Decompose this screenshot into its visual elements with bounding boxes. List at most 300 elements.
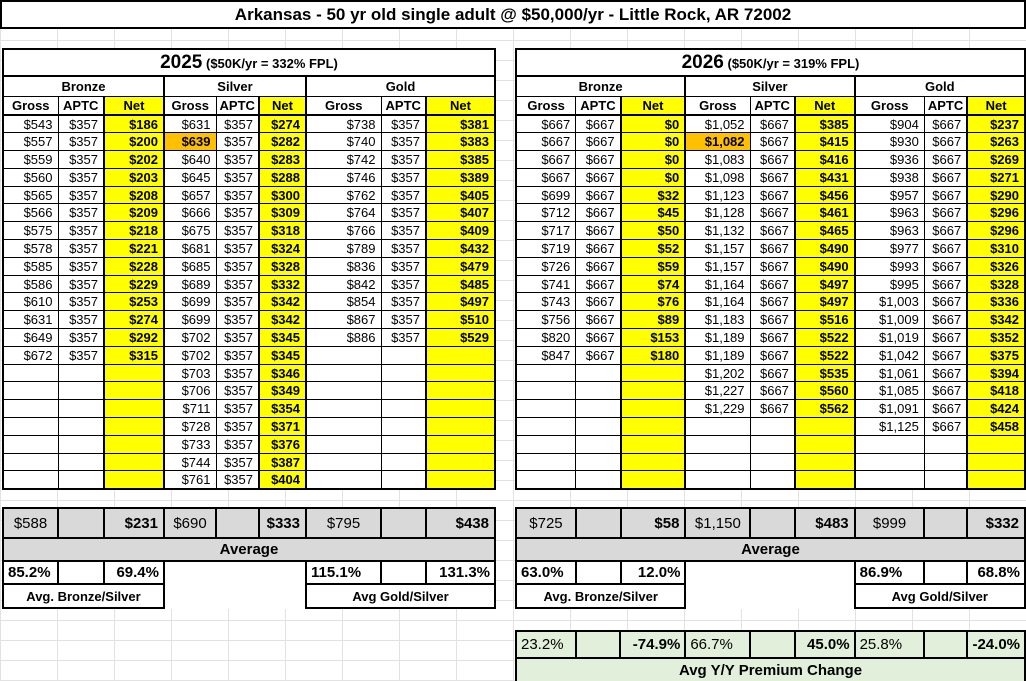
net-cell[interactable]: $59 bbox=[621, 257, 686, 275]
net-cell[interactable] bbox=[426, 400, 495, 418]
aptc-cell[interactable] bbox=[381, 418, 426, 436]
gross-cell[interactable]: $1,183 bbox=[685, 311, 750, 329]
gross-cell[interactable]: $667 bbox=[516, 151, 576, 169]
net-cell[interactable]: $290 bbox=[967, 186, 1025, 204]
net-cell[interactable]: $522 bbox=[795, 346, 855, 364]
aptc-cell[interactable] bbox=[924, 435, 967, 453]
aptc-cell[interactable] bbox=[381, 382, 426, 400]
aptc-cell[interactable]: $357 bbox=[381, 204, 426, 222]
aptc-cell[interactable]: $667 bbox=[750, 346, 795, 364]
aptc-cell[interactable]: $357 bbox=[58, 329, 104, 347]
gross-cell[interactable]: $963 bbox=[855, 222, 925, 240]
gross-cell[interactable]: $728 bbox=[164, 418, 216, 436]
net-cell[interactable]: $218 bbox=[104, 222, 164, 240]
gross-cell[interactable]: $560 bbox=[3, 168, 58, 186]
gross-cell[interactable]: $1,132 bbox=[685, 222, 750, 240]
net-cell[interactable]: $418 bbox=[967, 382, 1025, 400]
gross-cell[interactable]: $706 bbox=[164, 382, 216, 400]
net-cell[interactable]: $32 bbox=[621, 186, 686, 204]
gross-cell[interactable]: $575 bbox=[3, 222, 58, 240]
aptc-cell[interactable] bbox=[381, 364, 426, 382]
aptc-cell[interactable]: $357 bbox=[58, 293, 104, 311]
aptc-cell[interactable]: $667 bbox=[924, 168, 967, 186]
gross-cell[interactable]: $1,164 bbox=[685, 275, 750, 293]
net-cell[interactable]: $0 bbox=[621, 168, 686, 186]
bronze-silver-pct-cell[interactable]: 12.0% bbox=[621, 561, 686, 584]
net-cell[interactable]: $89 bbox=[621, 311, 686, 329]
gross-cell[interactable] bbox=[306, 418, 381, 436]
aptc-cell[interactable] bbox=[750, 471, 795, 489]
net-cell[interactable]: $490 bbox=[795, 240, 855, 258]
aptc-cell[interactable]: $667 bbox=[924, 115, 967, 133]
gross-cell[interactable]: $742 bbox=[306, 151, 381, 169]
avg-aptc-cell[interactable] bbox=[216, 508, 259, 538]
aptc-cell[interactable]: $357 bbox=[58, 204, 104, 222]
net-cell[interactable]: $0 bbox=[621, 133, 686, 151]
net-cell[interactable]: $208 bbox=[104, 186, 164, 204]
gross-cell[interactable] bbox=[3, 453, 58, 471]
gross-cell[interactable] bbox=[516, 453, 576, 471]
gross-cell[interactable]: $1,052 bbox=[685, 115, 750, 133]
avg-aptc-cell[interactable] bbox=[924, 508, 967, 538]
aptc-cell[interactable]: $667 bbox=[750, 329, 795, 347]
gross-cell[interactable]: $711 bbox=[164, 400, 216, 418]
gross-cell[interactable] bbox=[3, 364, 58, 382]
aptc-cell[interactable]: $667 bbox=[924, 186, 967, 204]
net-cell[interactable]: $269 bbox=[967, 151, 1025, 169]
net-cell[interactable]: $409 bbox=[426, 222, 495, 240]
net-cell[interactable]: $76 bbox=[621, 293, 686, 311]
gross-cell[interactable] bbox=[685, 435, 750, 453]
aptc-cell[interactable] bbox=[58, 435, 104, 453]
aptc-cell[interactable] bbox=[576, 435, 621, 453]
net-cell[interactable]: $529 bbox=[426, 329, 495, 347]
column-header-cell[interactable]: Gross bbox=[685, 96, 750, 115]
net-cell[interactable]: $288 bbox=[259, 168, 306, 186]
aptc-cell[interactable]: $357 bbox=[216, 471, 259, 489]
gross-cell[interactable]: $762 bbox=[306, 186, 381, 204]
aptc-cell[interactable] bbox=[576, 453, 621, 471]
aptc-cell[interactable]: $357 bbox=[216, 168, 259, 186]
gross-cell[interactable]: $1,227 bbox=[685, 382, 750, 400]
aptc-cell[interactable]: $357 bbox=[381, 115, 426, 133]
aptc-cell[interactable]: $357 bbox=[216, 186, 259, 204]
gross-cell[interactable]: $1,157 bbox=[685, 257, 750, 275]
aptc-cell[interactable]: $667 bbox=[924, 222, 967, 240]
aptc-cell[interactable]: $357 bbox=[216, 115, 259, 133]
aptc-cell[interactable]: $667 bbox=[924, 329, 967, 347]
aptc-cell[interactable]: $667 bbox=[576, 115, 621, 133]
net-cell[interactable]: $383 bbox=[426, 133, 495, 151]
aptc-cell[interactable]: $667 bbox=[576, 329, 621, 347]
gross-cell[interactable]: $666 bbox=[164, 204, 216, 222]
net-cell[interactable] bbox=[621, 364, 686, 382]
aptc-cell[interactable]: $667 bbox=[750, 186, 795, 204]
aptc-cell[interactable]: $667 bbox=[924, 364, 967, 382]
gross-cell[interactable]: $1,009 bbox=[855, 311, 925, 329]
column-header-cell[interactable]: Gross bbox=[855, 96, 925, 115]
gross-cell[interactable]: $578 bbox=[3, 240, 58, 258]
net-cell[interactable] bbox=[426, 418, 495, 436]
column-header-cell[interactable]: Gross bbox=[3, 96, 58, 115]
aptc-cell[interactable]: $667 bbox=[576, 311, 621, 329]
net-cell[interactable]: $309 bbox=[259, 204, 306, 222]
aptc-cell[interactable]: $667 bbox=[576, 257, 621, 275]
net-cell[interactable]: $510 bbox=[426, 311, 495, 329]
gross-cell[interactable]: $667 bbox=[516, 168, 576, 186]
gross-cell[interactable]: $1,061 bbox=[855, 364, 925, 382]
aptc-cell[interactable]: $357 bbox=[58, 311, 104, 329]
gross-cell[interactable]: $565 bbox=[3, 186, 58, 204]
gold-silver-pct-cell[interactable]: 131.3% bbox=[426, 561, 495, 584]
gross-cell[interactable]: $649 bbox=[3, 329, 58, 347]
yy-change-cell[interactable]: -24.0% bbox=[967, 631, 1025, 658]
net-cell[interactable]: $332 bbox=[259, 275, 306, 293]
net-cell[interactable]: $535 bbox=[795, 364, 855, 382]
aptc-cell[interactable] bbox=[58, 364, 104, 382]
net-cell[interactable]: $431 bbox=[795, 168, 855, 186]
net-cell[interactable]: $461 bbox=[795, 204, 855, 222]
gross-cell[interactable] bbox=[3, 418, 58, 436]
aptc-cell[interactable] bbox=[58, 418, 104, 436]
net-cell[interactable]: $415 bbox=[795, 133, 855, 151]
aptc-cell[interactable]: $357 bbox=[216, 311, 259, 329]
gross-cell[interactable]: $836 bbox=[306, 257, 381, 275]
net-cell[interactable]: $221 bbox=[104, 240, 164, 258]
net-cell[interactable]: $253 bbox=[104, 293, 164, 311]
aptc-cell[interactable]: $357 bbox=[216, 382, 259, 400]
gross-cell[interactable]: $719 bbox=[516, 240, 576, 258]
avg-gross-cell[interactable]: $588 bbox=[3, 508, 58, 538]
net-cell[interactable]: $385 bbox=[795, 115, 855, 133]
net-cell[interactable]: $180 bbox=[621, 346, 686, 364]
net-cell[interactable]: $315 bbox=[104, 346, 164, 364]
net-cell[interactable]: $485 bbox=[426, 275, 495, 293]
average-label-cell[interactable]: Average bbox=[3, 538, 495, 561]
net-cell[interactable]: $375 bbox=[967, 346, 1025, 364]
avg-gross-cell[interactable]: $999 bbox=[855, 508, 925, 538]
gross-cell[interactable]: $993 bbox=[855, 257, 925, 275]
aptc-cell[interactable]: $357 bbox=[216, 435, 259, 453]
gross-cell[interactable]: $610 bbox=[3, 293, 58, 311]
aptc-cell[interactable]: $667 bbox=[750, 133, 795, 151]
yy-change-cell[interactable] bbox=[576, 631, 621, 658]
aptc-cell[interactable]: $357 bbox=[216, 329, 259, 347]
avg-net-cell[interactable]: $231 bbox=[104, 508, 164, 538]
gross-cell[interactable]: $1,083 bbox=[685, 151, 750, 169]
net-cell[interactable]: $490 bbox=[795, 257, 855, 275]
net-cell[interactable] bbox=[426, 382, 495, 400]
gross-cell[interactable]: $699 bbox=[164, 293, 216, 311]
aptc-cell[interactable]: $667 bbox=[924, 257, 967, 275]
gross-cell[interactable]: $1,164 bbox=[685, 293, 750, 311]
aptc-cell[interactable]: $357 bbox=[381, 168, 426, 186]
net-cell[interactable]: $456 bbox=[795, 186, 855, 204]
net-cell[interactable]: $424 bbox=[967, 400, 1025, 418]
net-cell[interactable]: $336 bbox=[967, 293, 1025, 311]
aptc-cell[interactable]: $357 bbox=[216, 453, 259, 471]
gross-cell[interactable]: $1,189 bbox=[685, 346, 750, 364]
metal-header-cell[interactable]: Bronze bbox=[3, 76, 164, 96]
column-header-cell[interactable]: Net bbox=[104, 96, 164, 115]
gross-cell[interactable] bbox=[306, 435, 381, 453]
net-cell[interactable]: $328 bbox=[967, 275, 1025, 293]
gross-cell[interactable]: $1,123 bbox=[685, 186, 750, 204]
gross-cell[interactable]: $699 bbox=[164, 311, 216, 329]
net-cell[interactable]: $345 bbox=[259, 329, 306, 347]
aptc-cell[interactable]: $667 bbox=[750, 364, 795, 382]
net-cell[interactable]: $479 bbox=[426, 257, 495, 275]
net-cell[interactable] bbox=[795, 418, 855, 436]
gross-cell[interactable]: $744 bbox=[164, 453, 216, 471]
aptc-cell[interactable]: $667 bbox=[576, 346, 621, 364]
gross-cell[interactable]: $847 bbox=[516, 346, 576, 364]
aptc-cell[interactable]: $667 bbox=[750, 400, 795, 418]
avg-gross-cell[interactable]: $690 bbox=[164, 508, 216, 538]
gross-cell[interactable]: $820 bbox=[516, 329, 576, 347]
gross-cell[interactable]: $631 bbox=[164, 115, 216, 133]
net-cell[interactable]: $560 bbox=[795, 382, 855, 400]
aptc-cell[interactable] bbox=[58, 453, 104, 471]
aptc-cell[interactable] bbox=[381, 453, 426, 471]
aptc-cell[interactable]: $667 bbox=[750, 240, 795, 258]
gross-cell[interactable]: $675 bbox=[164, 222, 216, 240]
net-cell[interactable]: $385 bbox=[426, 151, 495, 169]
aptc-cell[interactable]: $667 bbox=[750, 204, 795, 222]
net-cell[interactable]: $389 bbox=[426, 168, 495, 186]
gross-cell[interactable] bbox=[516, 364, 576, 382]
gross-cell[interactable]: $657 bbox=[164, 186, 216, 204]
aptc-cell[interactable]: $357 bbox=[216, 275, 259, 293]
gross-cell[interactable] bbox=[516, 382, 576, 400]
column-header-cell[interactable]: APTC bbox=[750, 96, 795, 115]
net-cell[interactable]: $381 bbox=[426, 115, 495, 133]
net-cell[interactable]: $0 bbox=[621, 115, 686, 133]
bronze-silver-pct-cell[interactable]: 69.4% bbox=[104, 561, 164, 584]
aptc-cell[interactable]: $357 bbox=[381, 329, 426, 347]
aptc-cell[interactable]: $667 bbox=[576, 168, 621, 186]
net-cell[interactable] bbox=[621, 453, 686, 471]
gross-cell[interactable]: $631 bbox=[3, 311, 58, 329]
aptc-cell[interactable]: $667 bbox=[750, 293, 795, 311]
column-header-cell[interactable]: Net bbox=[795, 96, 855, 115]
gross-cell[interactable]: $741 bbox=[516, 275, 576, 293]
net-cell[interactable]: $346 bbox=[259, 364, 306, 382]
aptc-cell[interactable]: $357 bbox=[216, 346, 259, 364]
gross-cell[interactable]: $689 bbox=[164, 275, 216, 293]
aptc-cell[interactable] bbox=[750, 453, 795, 471]
aptc-cell[interactable] bbox=[381, 435, 426, 453]
net-cell[interactable]: $296 bbox=[967, 204, 1025, 222]
bronze-silver-pct-cell[interactable] bbox=[58, 561, 104, 584]
aptc-cell[interactable] bbox=[576, 364, 621, 382]
gross-cell[interactable] bbox=[516, 418, 576, 436]
avg-gross-cell[interactable]: $1,150 bbox=[685, 508, 750, 538]
avg-aptc-cell[interactable] bbox=[381, 508, 426, 538]
aptc-cell[interactable]: $357 bbox=[381, 222, 426, 240]
avg-net-cell[interactable]: $333 bbox=[259, 508, 306, 538]
aptc-cell[interactable]: $667 bbox=[924, 293, 967, 311]
net-cell[interactable] bbox=[104, 471, 164, 489]
column-header-cell[interactable]: Gross bbox=[164, 96, 216, 115]
gross-cell[interactable]: $1,003 bbox=[855, 293, 925, 311]
aptc-cell[interactable]: $667 bbox=[750, 151, 795, 169]
gross-cell[interactable]: $1,128 bbox=[685, 204, 750, 222]
aptc-cell[interactable]: $357 bbox=[216, 400, 259, 418]
gold-silver-pct-cell[interactable]: 115.1% bbox=[306, 561, 381, 584]
gross-cell[interactable] bbox=[855, 435, 925, 453]
net-cell[interactable] bbox=[104, 435, 164, 453]
net-cell[interactable]: $416 bbox=[795, 151, 855, 169]
yy-change-cell[interactable]: 45.0% bbox=[795, 631, 855, 658]
aptc-cell[interactable] bbox=[924, 453, 967, 471]
gross-cell[interactable]: $703 bbox=[164, 364, 216, 382]
aptc-cell[interactable]: $667 bbox=[576, 186, 621, 204]
net-cell[interactable] bbox=[967, 471, 1025, 489]
aptc-cell[interactable]: $667 bbox=[924, 275, 967, 293]
column-header-cell[interactable]: APTC bbox=[381, 96, 426, 115]
aptc-cell[interactable]: $357 bbox=[216, 257, 259, 275]
gross-cell[interactable]: $904 bbox=[855, 115, 925, 133]
gross-cell[interactable]: $699 bbox=[516, 186, 576, 204]
aptc-cell[interactable]: $357 bbox=[216, 151, 259, 169]
net-cell[interactable]: $342 bbox=[259, 293, 306, 311]
aptc-cell[interactable]: $357 bbox=[216, 133, 259, 151]
net-cell[interactable]: $324 bbox=[259, 240, 306, 258]
gross-cell[interactable] bbox=[855, 453, 925, 471]
net-cell[interactable] bbox=[426, 364, 495, 382]
net-cell[interactable]: $497 bbox=[426, 293, 495, 311]
gross-cell[interactable]: $842 bbox=[306, 275, 381, 293]
net-cell[interactable]: $407 bbox=[426, 204, 495, 222]
gold-silver-pct-cell[interactable]: 68.8% bbox=[967, 561, 1025, 584]
net-cell[interactable]: $405 bbox=[426, 186, 495, 204]
aptc-cell[interactable] bbox=[381, 471, 426, 489]
gross-cell[interactable]: $761 bbox=[164, 471, 216, 489]
column-header-cell[interactable]: APTC bbox=[216, 96, 259, 115]
aptc-cell[interactable]: $357 bbox=[381, 311, 426, 329]
net-cell[interactable]: $387 bbox=[259, 453, 306, 471]
metal-header-cell[interactable]: Gold bbox=[855, 76, 1025, 96]
net-cell[interactable]: $153 bbox=[621, 329, 686, 347]
column-header-cell[interactable]: Gross bbox=[306, 96, 381, 115]
net-cell[interactable] bbox=[795, 435, 855, 453]
gross-cell[interactable]: $1,202 bbox=[685, 364, 750, 382]
aptc-cell[interactable]: $357 bbox=[58, 240, 104, 258]
net-cell[interactable]: $200 bbox=[104, 133, 164, 151]
gross-cell[interactable]: $712 bbox=[516, 204, 576, 222]
gross-cell[interactable]: $1,091 bbox=[855, 400, 925, 418]
gross-cell[interactable]: $726 bbox=[516, 257, 576, 275]
gross-cell[interactable]: $702 bbox=[164, 329, 216, 347]
column-header-cell[interactable]: APTC bbox=[58, 96, 104, 115]
aptc-cell[interactable]: $667 bbox=[924, 133, 967, 151]
aptc-cell[interactable] bbox=[58, 471, 104, 489]
aptc-cell[interactable]: $357 bbox=[381, 257, 426, 275]
net-cell[interactable] bbox=[104, 418, 164, 436]
net-cell[interactable] bbox=[104, 364, 164, 382]
aptc-cell[interactable]: $357 bbox=[216, 222, 259, 240]
avg-aptc-cell[interactable] bbox=[576, 508, 621, 538]
aptc-cell[interactable] bbox=[576, 471, 621, 489]
gross-cell[interactable]: $733 bbox=[164, 435, 216, 453]
net-cell[interactable]: $209 bbox=[104, 204, 164, 222]
gross-cell[interactable]: $672 bbox=[3, 346, 58, 364]
net-cell[interactable] bbox=[621, 400, 686, 418]
aptc-cell[interactable]: $357 bbox=[216, 418, 259, 436]
gross-cell[interactable] bbox=[306, 346, 381, 364]
gross-cell[interactable] bbox=[3, 400, 58, 418]
aptc-cell[interactable]: $357 bbox=[381, 133, 426, 151]
gross-cell[interactable]: $667 bbox=[516, 133, 576, 151]
net-cell[interactable] bbox=[104, 400, 164, 418]
gross-cell[interactable]: $930 bbox=[855, 133, 925, 151]
aptc-cell[interactable] bbox=[381, 346, 426, 364]
gross-cell[interactable] bbox=[685, 453, 750, 471]
avg-net-cell[interactable]: $332 bbox=[967, 508, 1025, 538]
aptc-cell[interactable]: $357 bbox=[381, 186, 426, 204]
net-cell[interactable] bbox=[426, 471, 495, 489]
gross-cell[interactable]: $938 bbox=[855, 168, 925, 186]
avg-gross-cell[interactable]: $795 bbox=[306, 508, 381, 538]
aptc-cell[interactable]: $667 bbox=[576, 133, 621, 151]
net-cell[interactable]: $371 bbox=[259, 418, 306, 436]
net-cell[interactable]: $342 bbox=[259, 311, 306, 329]
bronze-silver-pct-cell[interactable] bbox=[576, 561, 621, 584]
aptc-cell[interactable]: $667 bbox=[576, 222, 621, 240]
gross-cell[interactable]: $963 bbox=[855, 204, 925, 222]
avg-net-cell[interactable]: $58 bbox=[621, 508, 686, 538]
gross-cell[interactable]: $566 bbox=[3, 204, 58, 222]
net-cell[interactable]: $349 bbox=[259, 382, 306, 400]
aptc-cell[interactable]: $667 bbox=[924, 400, 967, 418]
metal-header-cell[interactable]: Bronze bbox=[516, 76, 685, 96]
gross-cell[interactable]: $557 bbox=[3, 133, 58, 151]
aptc-cell[interactable] bbox=[58, 382, 104, 400]
yy-change-cell[interactable]: -74.9% bbox=[620, 631, 685, 658]
net-cell[interactable]: $237 bbox=[967, 115, 1025, 133]
gross-cell[interactable]: $559 bbox=[3, 151, 58, 169]
gross-cell[interactable]: $740 bbox=[306, 133, 381, 151]
aptc-cell[interactable]: $357 bbox=[216, 293, 259, 311]
net-cell[interactable] bbox=[426, 435, 495, 453]
bronze-silver-pct-cell[interactable]: 63.0% bbox=[516, 561, 576, 584]
gross-cell[interactable]: $667 bbox=[516, 115, 576, 133]
net-cell[interactable]: $342 bbox=[967, 311, 1025, 329]
gross-cell[interactable] bbox=[516, 400, 576, 418]
gross-cell[interactable]: $764 bbox=[306, 204, 381, 222]
column-header-cell[interactable]: Net bbox=[967, 96, 1025, 115]
net-cell[interactable] bbox=[967, 435, 1025, 453]
metal-header-cell[interactable]: Silver bbox=[164, 76, 306, 96]
net-cell[interactable]: $458 bbox=[967, 418, 1025, 436]
aptc-cell[interactable] bbox=[576, 382, 621, 400]
aptc-cell[interactable] bbox=[576, 418, 621, 436]
aptc-cell[interactable]: $667 bbox=[924, 151, 967, 169]
avg-gross-cell[interactable]: $725 bbox=[516, 508, 576, 538]
net-cell[interactable]: $50 bbox=[621, 222, 686, 240]
highlighted-gross-cell[interactable]: $639 bbox=[164, 133, 216, 151]
gross-cell[interactable]: $743 bbox=[516, 293, 576, 311]
net-cell[interactable]: $229 bbox=[104, 275, 164, 293]
aptc-cell[interactable]: $357 bbox=[58, 151, 104, 169]
aptc-cell[interactable]: $357 bbox=[216, 240, 259, 258]
net-cell[interactable]: $45 bbox=[621, 204, 686, 222]
gross-cell[interactable]: $789 bbox=[306, 240, 381, 258]
aptc-cell[interactable]: $667 bbox=[750, 115, 795, 133]
yy-change-cell[interactable]: 66.7% bbox=[685, 631, 750, 658]
gold-silver-pct-cell[interactable]: 86.9% bbox=[855, 561, 925, 584]
